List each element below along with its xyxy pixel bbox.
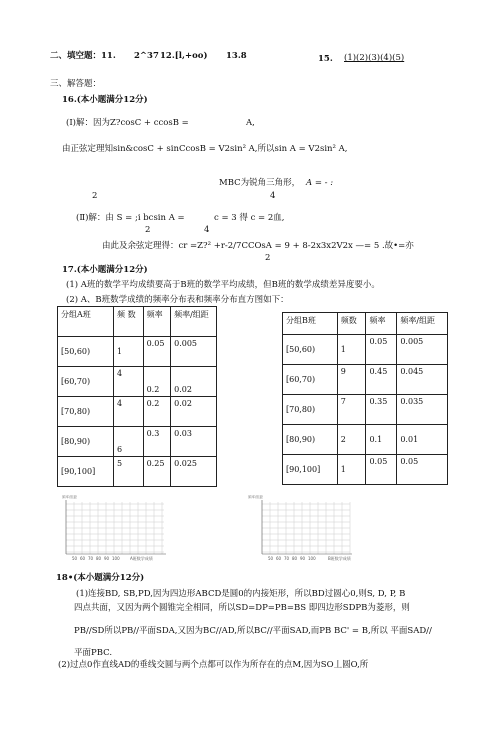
table-cell: 0.03	[171, 427, 217, 457]
q16-line2: 由正弦定理知sin&cosC + sinCcosB = V2sin² A,所以sin A = V2sin² A,	[62, 144, 348, 154]
histogram-class-b	[246, 492, 356, 568]
histogram-class-a	[60, 492, 170, 568]
q18-line2: 四点共面，又因为两个圆锥完全相同，所以SD=DP=PB=BS 即四边形SDPB为菱形，则	[74, 603, 410, 613]
answer-12: 12.[l,+oo)	[160, 51, 208, 61]
table-row	[283, 395, 448, 425]
q16-frac-left: 2	[92, 191, 98, 201]
histogram-y-label: 频率/组距	[248, 495, 264, 499]
q18-line3: PB//SD所以PB//平面SDA,又因为BC//AD,所以BC//平面SAD,而PB BC' = B,所以 平面SAD//	[74, 626, 432, 636]
table-cell: 0.35	[366, 395, 397, 425]
answer-13: 13.8	[226, 51, 247, 61]
table-cell: 0.45	[366, 365, 397, 395]
q16-title: 16.(本小题满分12分)	[62, 95, 148, 105]
q16-part1: (Ⅰ)解：因为Z?cosC + ccosB =	[66, 118, 189, 128]
q16-part1-tail: A,	[246, 118, 255, 128]
q16-frac2-right: 4	[204, 225, 210, 235]
table-b-header: 频率/组距	[397, 313, 448, 335]
histogram-tick-label: 100	[112, 556, 120, 561]
section-3-heading: 三、解答题：	[50, 79, 102, 89]
q18-line1: (1)连接BD, SB,PD,因为四边形ABCD是圆0的内接矩形，所以BD过圆心0,则S, D, P, B	[76, 589, 406, 599]
table-cell: 0.05	[366, 455, 397, 485]
fill-blank-heading: 二、填空题：11.	[50, 51, 116, 61]
table-cell: 0.05	[366, 335, 397, 365]
table-cell: 0.2	[143, 397, 171, 427]
q16-part2: (Ⅱ)解：由 S = ;i bcsin A =	[76, 213, 185, 223]
histogram-grid	[262, 502, 350, 554]
histogram-tick-label: 50	[268, 556, 274, 561]
histogram-tick-label: 70	[284, 556, 290, 561]
table-cell: [50,60)	[283, 335, 338, 365]
table-row	[58, 457, 217, 487]
table-row	[58, 367, 217, 397]
table-row	[283, 425, 448, 455]
table-cell: 4	[114, 397, 144, 427]
table-cell: 9	[337, 365, 366, 395]
q16-frac2-left: 2	[145, 225, 151, 235]
table-cell: [80,90)	[58, 427, 114, 457]
q18-line4: 平面PBC.	[74, 648, 113, 658]
histogram-tick-label: 60	[80, 556, 86, 561]
table-a-header: 分组A班	[58, 307, 114, 337]
histogram-grid	[66, 502, 164, 554]
answer-11: 2^37	[134, 51, 159, 61]
table-row	[58, 397, 217, 427]
table-cell: 0.3	[143, 427, 171, 457]
table-cell: 0.1	[366, 425, 397, 455]
q18-line5: (2)过点0作直线AD的垂线交圆与两个点都可以作为所存在的点M,因为SO丄圆O,所	[58, 660, 369, 670]
table-cell: 0.045	[397, 365, 448, 395]
table-a-header: 频率	[143, 307, 171, 337]
table-cell: 0.005	[171, 337, 217, 367]
table-cell: 0.05	[143, 337, 171, 367]
q17-part2: (2) A、B班数学成绩的频率分布表和频率分布直方图如下：	[66, 295, 289, 305]
table-a-header: 频 数	[114, 307, 144, 337]
table-cell: 6	[114, 427, 144, 457]
histogram-tick-label: 90	[104, 556, 110, 561]
q16-frac-right: 4	[270, 191, 276, 201]
answer-15: (1)(2)(3)(4)(5)	[344, 53, 405, 63]
table-cell: 0.005	[397, 335, 448, 365]
table-row	[58, 427, 217, 457]
table-cell: 1	[114, 337, 144, 367]
table-cell: 2	[337, 425, 366, 455]
table-cell: 0.01	[397, 425, 448, 455]
table-cell: [70,80)	[58, 397, 114, 427]
table-a-header: 频率/组距	[171, 307, 217, 337]
histogram-tick-label: 60	[276, 556, 282, 561]
table-cell: 7	[337, 395, 366, 425]
table-cell: 0.05	[397, 455, 448, 485]
q16-frac3: 2	[265, 253, 271, 263]
table-cell: 0.02	[171, 367, 217, 397]
table-b-header: 分组B班	[283, 313, 338, 335]
table-b-header: 频数	[337, 313, 366, 335]
table-row	[283, 365, 448, 395]
histogram-tick-label: 80	[96, 556, 102, 561]
q16-line3-math: A = - :	[306, 178, 334, 188]
answer-15-number: 15.	[318, 54, 333, 64]
q17-part1: (1) A班的数学平均成绩要高于B班的数学平均成绩，但B班的数学成绩差异度要小。	[66, 280, 380, 290]
table-cell: [90,100]	[283, 455, 338, 485]
histogram-tick-label: 100	[308, 556, 316, 561]
q16-part2-mid: c = 3 得 c = 2血,	[214, 213, 285, 223]
table-cell: 5	[114, 457, 144, 487]
table-row	[58, 337, 217, 367]
q16-line3: MBC为锐角三角形，	[219, 178, 301, 188]
histogram-tick-label: 80	[292, 556, 298, 561]
table-cell: [70,80)	[283, 395, 338, 425]
histogram-y-label: 频率/组距	[62, 495, 78, 499]
table-cell: 0.025	[171, 457, 217, 487]
table-b-header: 频率	[366, 313, 397, 335]
table-cell: [80,90)	[283, 425, 338, 455]
histogram-tick-label: 50	[72, 556, 78, 561]
q18-title: 18•(本小题满分12分)	[56, 573, 145, 583]
histogram-x-label: B班数学成绩	[328, 556, 351, 561]
table-row	[283, 455, 448, 485]
table-cell: [60,70)	[58, 367, 114, 397]
table-class-a	[57, 306, 217, 487]
table-cell: [50,60)	[58, 337, 114, 367]
table-cell: [60,70)	[283, 365, 338, 395]
table-cell: 1	[337, 335, 366, 365]
table-cell: 4	[114, 367, 144, 397]
table-class-b	[282, 312, 448, 485]
table-cell: 0.035	[397, 395, 448, 425]
table-cell: 1	[337, 455, 366, 485]
histogram-tick-label: 70	[88, 556, 94, 561]
table-cell: [90,100]	[58, 457, 114, 487]
histogram-tick-label: 90	[300, 556, 306, 561]
table-row	[283, 335, 448, 365]
q16-line5: 由此及余弦定理得：cr =Z?² +r-2/7CCOsA = 9 + 8-2x3x2V2x —= 5 .故•=亦	[102, 241, 414, 251]
q17-title: 17.(本小题满分12分)	[62, 265, 148, 275]
histogram-x-label: A班数学成绩	[130, 556, 153, 561]
table-cell: 0.25	[143, 457, 171, 487]
table-cell: 0.02	[171, 397, 217, 427]
table-cell: 0.2	[143, 367, 171, 397]
